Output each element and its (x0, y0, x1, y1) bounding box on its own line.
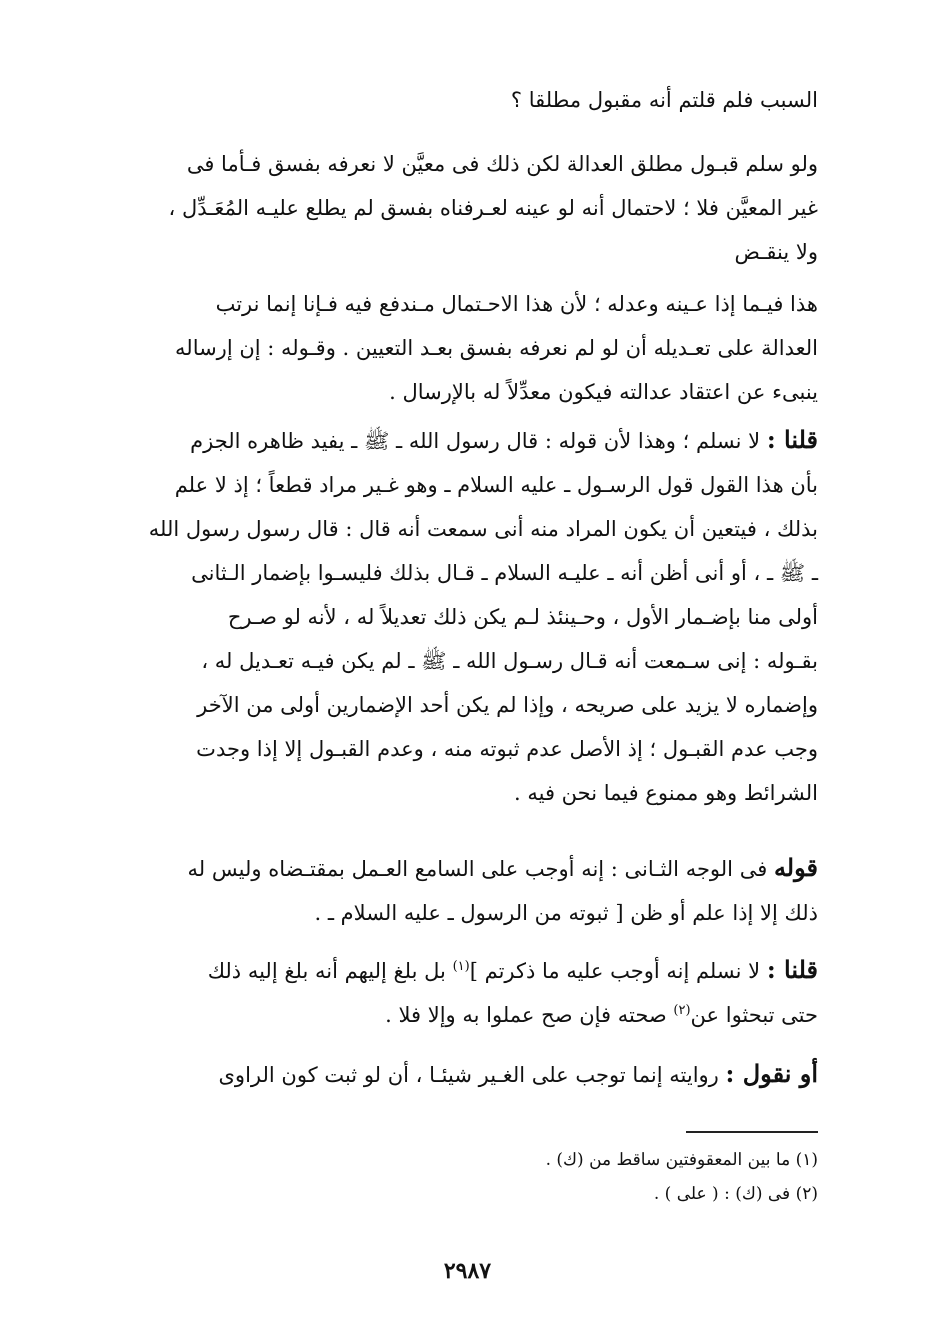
paragraph-label: أو نقول : (725, 1059, 818, 1088)
paragraph-label: قوله (773, 853, 818, 882)
text-line: وإضماره لا يزيد على صريحه ، وإذا لم يكن أحد الإضمارين أولى من الآخر (197, 693, 818, 717)
paragraph-5 (100, 846, 818, 935)
text-line: ينبىء عن اعتقاد عدالته فيكون معدِّلاً له بالإرسال . (389, 380, 818, 404)
text-line: هذا فيـما إذا عـينه وعدله ؛ لأن هذا الاحـتمال مـندفع فيه فـإنا إنما نرتب (215, 292, 818, 316)
text-line: الشرائط وهو ممنوع فيما نحن فيه . (514, 781, 818, 805)
text-line: أولى منا بإضـمار الأول ، وحـينئذ لـم يكن ذلك تعديلاً له ، لأنه لو صـرح (227, 605, 818, 629)
paragraph-label: قلنا : (766, 955, 818, 984)
text-line (100, 948, 818, 993)
paragraph-2 (100, 142, 818, 274)
paragraph-label: قلنا : (766, 425, 818, 454)
paragraph-7 (100, 1052, 818, 1097)
paragraph-6 (100, 948, 818, 1037)
footnote-2: (٢) فى (ك) : ( على ) . (653, 1184, 818, 1204)
text-line (100, 846, 818, 891)
text-line: بذلك ، فيتعين أن يكون المراد منه أنى سمعت أنه قال : قال رسول رسول الله (148, 517, 818, 541)
text-line (100, 993, 818, 1037)
footnote-ref-2: (٢) (673, 1003, 691, 1018)
text-line: العدالة على تعـديله أن لو لم نعرفه بفسق بعـد التعيين . وقـوله : إن إرساله (175, 336, 818, 360)
text-line (100, 1052, 818, 1097)
text-line-content: روايته إنما توجب على الغـير شيئـا ، أن لو ثبت كون الراوى (218, 1063, 719, 1087)
paragraph-3 (100, 282, 818, 414)
footnote-ref-1: (١) (452, 959, 470, 974)
text-line: ولو سلم قبـول مطلق العدالة لكن ذلك فى معيَّن لا نعرفه بفسق فـأما فى (186, 152, 818, 176)
text-line: بقـوله : إنى سـمعت أنه قـال رسـول الله ـ ﷺ ـ لم يكن فيـه تعـديل له ، (201, 649, 818, 673)
footnotes (300, 1143, 818, 1211)
text-line: بأن هذا القول قول الرسـول ـ عليه السلام ـ وهو غـير مراد قطعاً ؛ إذ لا علم (174, 473, 818, 497)
text-segment: بل بلغ إليهم أنه بلغ إليه ذلك (207, 959, 453, 983)
page-number: ٢٩٨٧ (443, 1258, 492, 1284)
text-line: السبب فلم قلتم أنه مقبول مطلقا ؟ (510, 88, 818, 112)
paragraph-4 (100, 418, 818, 815)
footnote-1: (١) ما بين المعقوفتين ساقط من (ك) . (545, 1150, 818, 1170)
footnote-separator (686, 1131, 818, 1133)
text-line: غير المعيَّن فلا ؛ لاحتمال أنه لو عينه لعـرفناه بفسق لم يطلع عليـه المُعَـدِّل ، (168, 196, 818, 220)
text-line: ولا ينقـض (734, 240, 818, 264)
text-segment: صحته فإن صح عملوا به وإلا فلا . (385, 1003, 674, 1027)
text-segment: حتى تبحثوا عن (690, 1003, 818, 1027)
text-line: ذلك إلا إذا علم أو ظن [ ثبوته من الرسول ـ عليه السلام ـ . (314, 901, 818, 925)
paragraph-1 (100, 78, 818, 122)
text-line (100, 418, 818, 463)
text-segment: لا نسلم إنه أوجب عليه ما ذكرتم ] (469, 959, 761, 983)
text-line-content: لا نسلم ؛ وهذا لأن قوله : قال رسول الله ـ ﷺ ـ يفيد ظاهره الجزم (190, 429, 761, 453)
text-line: وجب عدم القبـول ؛ إذ الأصل عدم ثبوته منه ، وعدم القبـول إلا إذا وجدت (196, 737, 818, 761)
text-line-content: فى الوجه الثـانى : إنه أوجب على السامع العـمل بمقتـضاه وليس له (187, 857, 768, 881)
text-line: ـ ﷺ ـ ، أو أنى أظن أنه ـ عليـه السلام ـ قـال بذلك فليسـوا بإضمار الـثانى (191, 561, 818, 585)
